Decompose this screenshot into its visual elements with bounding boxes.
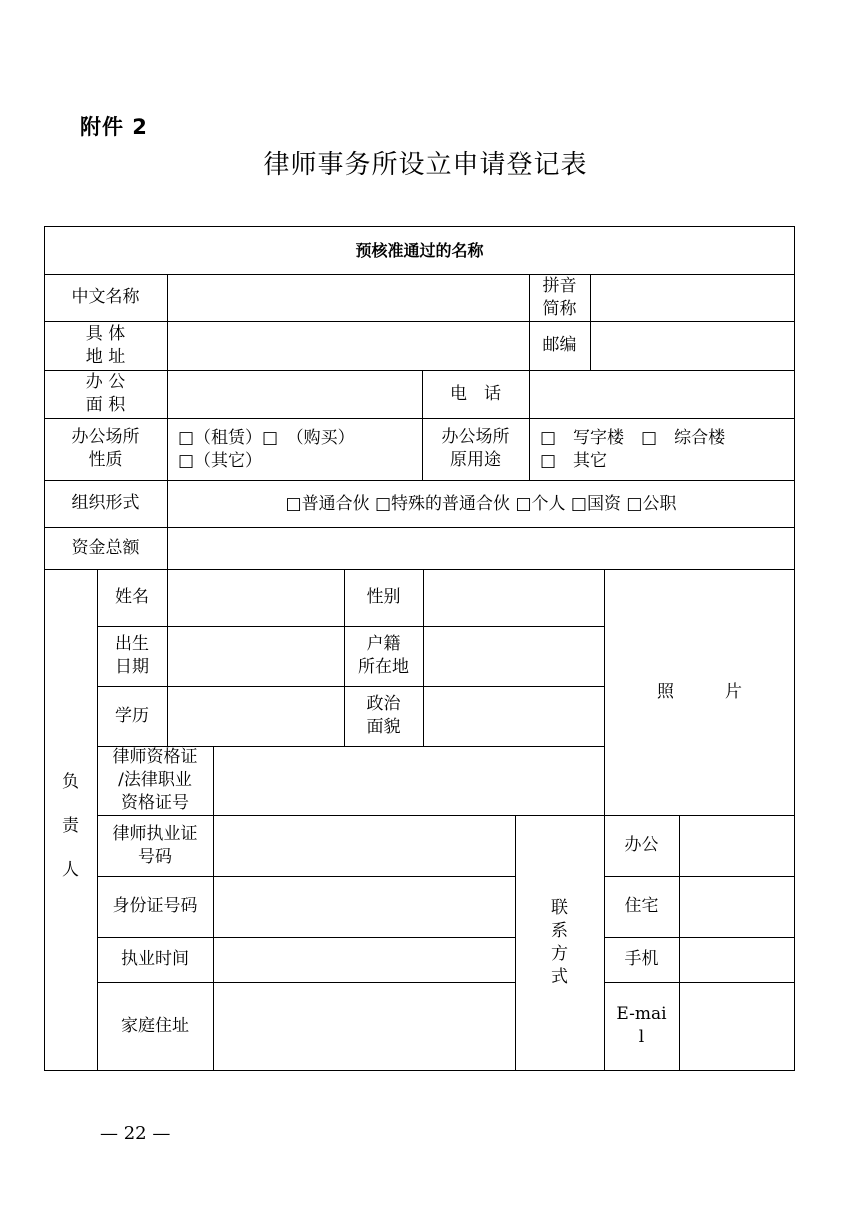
office-contact-label: 办公 [624, 835, 659, 855]
birth-date-label: 出生 日期 [115, 634, 149, 677]
name-field[interactable] [168, 570, 344, 626]
postcode-field[interactable] [591, 322, 794, 370]
org-form-options[interactable]: □普通合伙 □特殊的普通合伙 □个人 □国资 □公职 [285, 493, 677, 514]
attachment-label: 附件 2 [80, 115, 148, 139]
office-use-label: 办公场所 原用途 [441, 427, 510, 470]
mobile-label: 手机 [624, 949, 659, 969]
total-funds-field[interactable] [168, 528, 794, 569]
mobile-field[interactable] [680, 938, 794, 982]
office-area-field[interactable] [168, 371, 422, 418]
total-funds-label: 资金总额 [71, 537, 140, 558]
name-label: 姓名 [115, 587, 149, 607]
org-form-label: 组织形式 [71, 493, 140, 513]
education-field[interactable] [168, 687, 344, 746]
home-contact-field[interactable] [680, 877, 794, 937]
phone-field[interactable] [530, 371, 794, 418]
gender-label: 性别 [366, 587, 401, 607]
phone-label: 电 话 [450, 383, 501, 404]
address-field[interactable] [168, 322, 529, 370]
address-label: 具 体 地 址 [85, 323, 126, 367]
household-reg-label: 户籍 所在地 [358, 634, 409, 677]
pinyin-short-label: 拼音 简称 [542, 275, 577, 319]
practice-time-label: 执业时间 [121, 949, 189, 969]
photo-area[interactable]: 照 片 [657, 682, 742, 702]
page-number: — 22 — [100, 1123, 171, 1144]
chinese-name-field[interactable] [168, 275, 529, 321]
id-number-label: 身份证号码 [112, 896, 198, 916]
political-status-field[interactable] [424, 687, 604, 746]
person-in-charge-label: 负 责 人 [62, 772, 79, 880]
email-field[interactable] [680, 983, 794, 1070]
email-label: E-mai l [616, 1004, 667, 1047]
practice-cert-label: 律师执业证 号码 [112, 823, 198, 867]
registration-form [44, 226, 795, 1071]
chinese-name-label: 中文名称 [71, 287, 140, 307]
practice-time-field[interactable] [214, 938, 515, 982]
birth-date-field[interactable] [168, 627, 344, 686]
id-number-field[interactable] [214, 877, 515, 937]
postcode-label: 邮编 [542, 335, 577, 355]
qualification-cert-label: 律师资格证 /法律职业 资格证号 [112, 747, 198, 813]
education-label: 学历 [115, 705, 149, 726]
home-address-label: 家庭住址 [121, 1015, 189, 1036]
office-nature-options[interactable]: □（租赁）□ （购买） □（其它） [178, 427, 355, 471]
home-contact-label: 住宅 [624, 896, 659, 916]
gender-field[interactable] [424, 570, 604, 626]
home-address-field[interactable] [214, 983, 515, 1070]
office-nature-label: 办公场所 性质 [71, 427, 140, 470]
section-title: 预核准通过的名称 [355, 240, 484, 260]
form-title: 律师事务所设立申请登记表 [263, 150, 588, 180]
contact-method-label: 联 系 方 式 [551, 897, 568, 987]
office-contact-field[interactable] [680, 816, 794, 876]
political-status-label: 政治 面貌 [366, 694, 401, 737]
household-reg-field[interactable] [424, 627, 604, 686]
practice-cert-field[interactable] [214, 816, 515, 876]
office-use-options[interactable]: □ 写字楼 □ 综合楼 □ 其它 [540, 427, 726, 471]
office-area-label: 办 公 面 积 [85, 372, 126, 415]
qualification-cert-field[interactable] [214, 747, 604, 815]
pinyin-short-field[interactable] [591, 275, 794, 321]
